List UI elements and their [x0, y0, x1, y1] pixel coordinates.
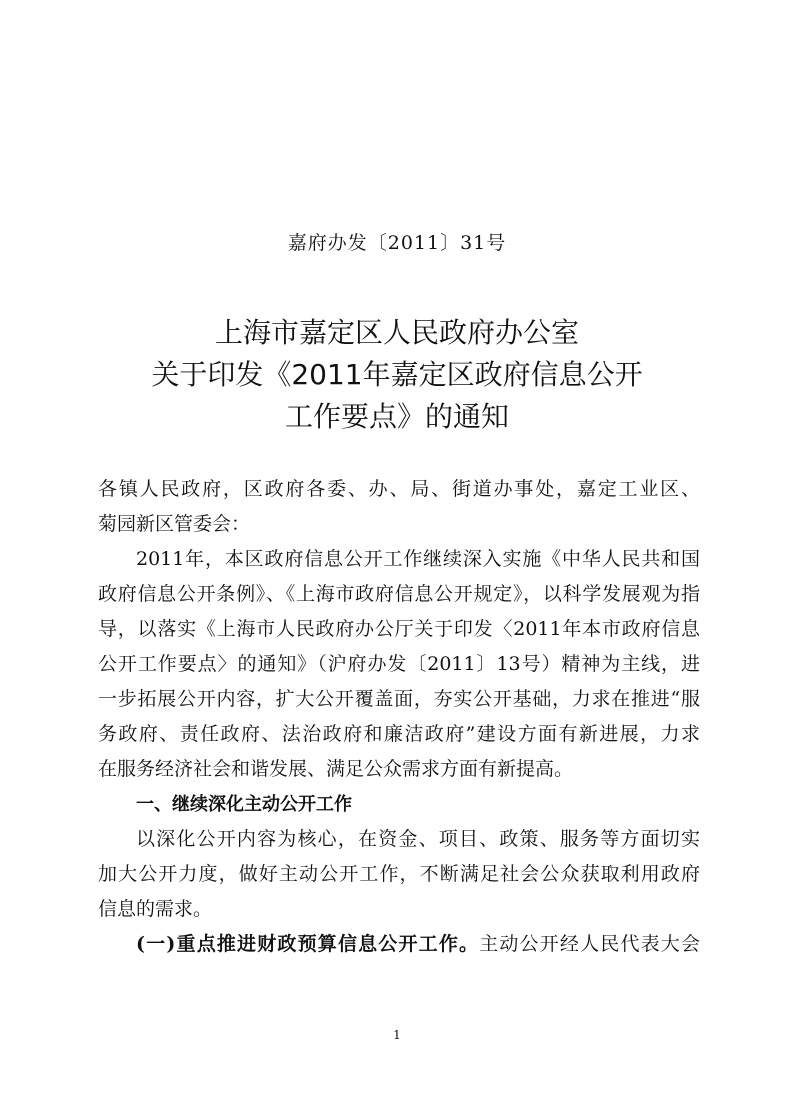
document-body — [98, 472, 700, 962]
para2-line-2: 加大公开力度，做好主动公开工作，不断满足社会公众获取利用政府 — [98, 863, 700, 885]
para1-line-4: 公开工作要点〉的通知》（沪府办发〔2011〕13号）精神为主线，进 — [98, 653, 700, 675]
document-title — [0, 312, 794, 438]
section-heading-1: 一、继续深化主动公开工作 — [136, 794, 352, 815]
title-line-1: 上海市嘉定区人民政府办公室 — [214, 316, 579, 349]
item1-heading: (一)重点推进财政预算信息公开工作。 — [136, 933, 480, 955]
para1-line-2: 政府信息公开条例》、《上海市政府信息公开规定》，以科学发展观为指 — [98, 583, 700, 605]
addressee-line-2: 菊园新区管委会： — [98, 513, 251, 535]
title-line-3: 工作要点》的通知 — [284, 400, 509, 433]
para2-line-1: 以深化公开内容为核心，在资金、项目、政策、服务等方面切实 — [136, 828, 700, 850]
para1-line-1: 2011年，本区政府信息公开工作继续深入实施《中华人民共和国 — [136, 548, 700, 570]
item1-line — [98, 927, 700, 962]
para1-line-3: 导，以落实《上海市人民政府办公厅关于印发〈2011年本市政府信息 — [98, 618, 700, 640]
para1-line-6: 务政府、责任政府、法治政府和廉洁政府”建设方面有新进展，力求 — [98, 723, 700, 745]
para1-line-7: 在服务经济社会和谐发展、满足公众需求方面有新提高。 — [98, 758, 574, 780]
item1-text: 主动公开经人民代表大会 — [479, 933, 700, 955]
title-line-2: 关于印发《2011年嘉定区政府信息公开 — [151, 358, 643, 391]
document-number: 嘉府办发〔2011〕31号 — [287, 232, 507, 254]
para2-line-3: 信息的需求。 — [98, 898, 213, 920]
page-number: 1 — [393, 1028, 401, 1042]
addressee-line-1: 各镇人民政府，区政府各委、办、局、街道办事处，嘉定工业区、 — [98, 478, 700, 500]
para1-line-5: 一步拓展公开内容，扩大公开覆盖面，夯实公开基础，力求在推进“服 — [98, 688, 700, 710]
